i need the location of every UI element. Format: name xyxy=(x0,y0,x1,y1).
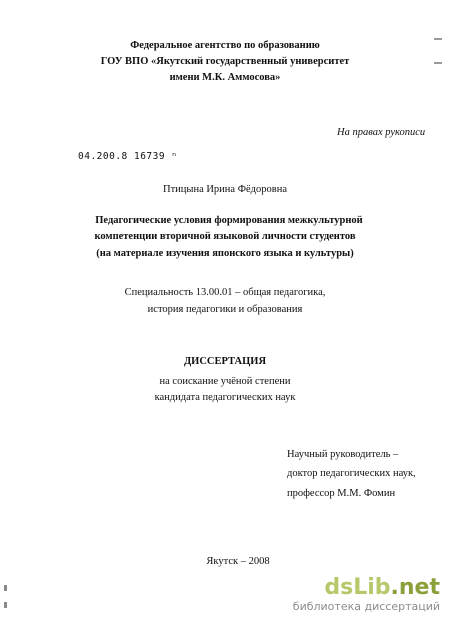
library-stamp-code: 04.200.8 16739 ⁿ xyxy=(78,151,178,162)
watermark-logo xyxy=(293,576,440,600)
agency-name: Федеральное агентство по образованию xyxy=(130,40,320,51)
scan-edge-mark xyxy=(4,585,7,591)
supervisor-name: профессор М.М. Фомин xyxy=(287,488,396,499)
watermark-subtitle: библиотека диссертаций xyxy=(292,600,440,613)
rights-note: На правах рукописи xyxy=(337,127,426,138)
supervisor-degree: доктор педагогических наук, xyxy=(287,468,416,479)
dslib-watermark[interactable] xyxy=(293,576,440,613)
supervisor-role: Научный руководитель – xyxy=(287,449,399,460)
degree-line-cont: кандидата педагогических наук xyxy=(154,392,296,403)
dissertation-subtitle: (на материале изучения японского языка и культуры) xyxy=(96,248,354,259)
document-type: ДИССЕРТАЦИЯ xyxy=(183,356,267,367)
watermark-brand: dsLib xyxy=(324,575,391,600)
specialty-cont: история педагогики и образования xyxy=(147,304,303,315)
watermark-domain: .net xyxy=(390,575,440,600)
scan-edge-mark xyxy=(4,602,7,608)
specialty: Специальность 13.00.01 – общая педагогика, xyxy=(124,287,326,298)
university-name-cont: имени М.К. Аммосова» xyxy=(169,72,281,83)
dissertation-title: Педагогические условия формирования межкультурной xyxy=(95,215,363,226)
city-year: Якутск – 2008 xyxy=(206,556,270,567)
author-name: Птицына Ирина Фёдоровна xyxy=(162,184,287,195)
dissertation-title-cont: компетенции вторичной языковой личности студентов xyxy=(94,231,356,242)
degree-line: на соискание учёной степени xyxy=(159,376,291,387)
university-name: ГОУ ВПО «Якутский государственный университет xyxy=(100,56,350,67)
